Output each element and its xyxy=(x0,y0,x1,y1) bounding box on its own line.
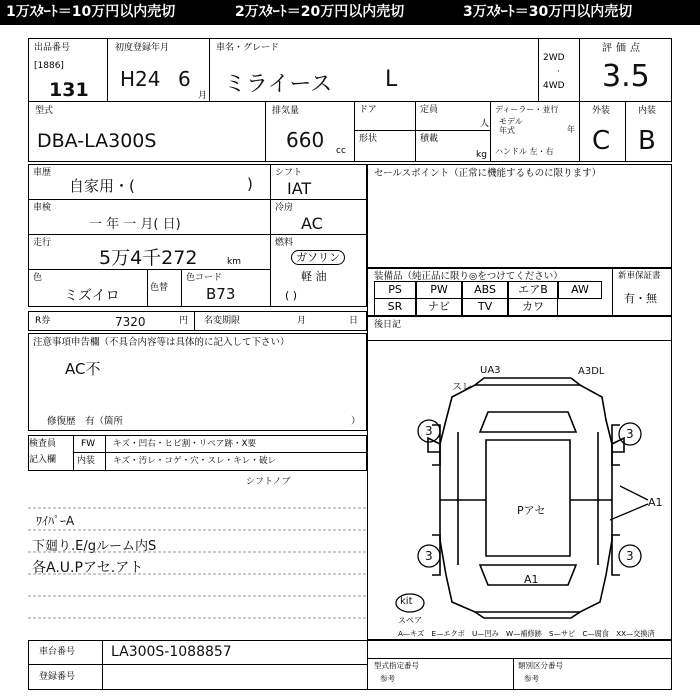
dealer-label: ディーラー・並行 xyxy=(495,105,559,114)
history-value: 自家用・( xyxy=(69,177,135,195)
equipment-item: AW xyxy=(558,281,602,299)
equipment-item: TV xyxy=(462,298,508,316)
score-value: 3.5 xyxy=(602,59,650,94)
front-bumper xyxy=(475,378,580,385)
fuel-label: 燃料 xyxy=(275,238,294,248)
color-label: 色 xyxy=(33,273,43,283)
meigi-label: 名変期限 xyxy=(204,316,241,326)
comment-2: 下廻り.E/gルーム内S xyxy=(32,539,157,554)
mark-a3dl: A3DL xyxy=(578,366,605,377)
door-label: ドア xyxy=(359,105,377,115)
mark-ua3: UA3 xyxy=(480,365,501,376)
fuel-diesel: 軽 油 xyxy=(301,270,327,283)
exterior-label: 外装 xyxy=(592,106,611,116)
mark-a1-rear: A1 xyxy=(524,573,539,586)
mark-sure: スレ xyxy=(452,382,472,393)
drive-4wd: 4WD xyxy=(543,81,565,91)
load-unit: kg xyxy=(476,150,487,160)
load-label: 積載 xyxy=(420,134,439,144)
repair-label: 修復歴 有（箇所 xyxy=(47,416,124,427)
right-mirror xyxy=(612,438,624,452)
banner-text-3: 3万ｽﾀｰﾄ＝30万円以内売切 xyxy=(463,4,633,20)
mark-ppc: Pアセ xyxy=(517,504,546,517)
entry-label: 記入欄 xyxy=(29,455,57,465)
equipment-item: SR xyxy=(374,298,416,316)
left-rear-wheel xyxy=(432,535,440,575)
fuel-value: ガソリン xyxy=(291,250,345,265)
equipment-item: エアB xyxy=(508,281,558,299)
drive-cell: 2WD · 4WD xyxy=(538,38,580,102)
equipment-item: PS xyxy=(374,281,416,299)
mark-3-fl: 3 xyxy=(425,424,433,438)
lot-number: 131 xyxy=(49,79,89,101)
model-label: 型式 xyxy=(35,106,54,116)
exterior-defects: キズ・凹右・ヒビ割・リペア跡・X要 xyxy=(113,439,257,449)
interior-grade: B xyxy=(638,126,656,156)
car-name: ミライース xyxy=(224,72,333,97)
roof xyxy=(486,440,570,556)
fw-label: FW xyxy=(81,439,96,449)
model-value: DBA-LA300S xyxy=(37,130,157,152)
class-ref: 参考 xyxy=(524,674,539,683)
registration-label: 初度登録年月 xyxy=(115,43,170,53)
chassis-label: 車台番号 xyxy=(39,647,76,657)
history-close: ) xyxy=(247,175,253,193)
recolor-label: 色替 xyxy=(150,283,169,293)
chassis-number: LA300S-1088857 xyxy=(111,644,232,660)
equipment-item: PW xyxy=(416,281,462,299)
comment-3: 各A.U.Pアセ.アト xyxy=(32,560,144,576)
interior-label-row: 内装 xyxy=(77,456,96,466)
registration-month: 6 xyxy=(178,67,191,91)
ac-value: AC xyxy=(301,214,323,233)
spare-label: スペア xyxy=(398,616,422,625)
mark-a1-right: A1 xyxy=(648,496,663,509)
equipment-item: カワ xyxy=(508,298,558,316)
legend: A—キズ E—エクボ U—凹み W—補修跡 S—サビ C—腐食 XX—交換済 xyxy=(398,629,655,638)
notes-label: 注意事項申告欄（不具合内容等は具体的に記入して下さい） xyxy=(33,337,290,348)
ac-label: 冷房 xyxy=(275,203,294,213)
displacement-value: 660 xyxy=(286,128,325,152)
capacity-unit: 人 xyxy=(480,119,490,129)
mark-3-rl: 3 xyxy=(425,549,433,563)
history-label: 車歴 xyxy=(33,168,52,178)
form-label: 型式指定番号 xyxy=(374,661,419,670)
meigi-month: 月 xyxy=(297,316,307,326)
windshield xyxy=(480,412,576,432)
car-name-label: 車名・グレード xyxy=(216,43,280,53)
r-value: 7320 xyxy=(115,315,146,329)
mileage-label: 走行 xyxy=(33,238,52,248)
inspection-label: 車検 xyxy=(33,203,52,213)
lot-label: 出品番号 xyxy=(34,43,71,53)
mark-3-fr: 3 xyxy=(626,427,634,441)
mark-3-rr: 3 xyxy=(626,549,634,563)
displacement-label: 排気量 xyxy=(272,106,300,116)
meigi-day: 日 xyxy=(349,316,359,326)
displacement-unit: cc xyxy=(336,146,346,156)
colorcode-label: 色コード xyxy=(186,273,223,283)
after-label: 後日記 xyxy=(374,320,402,330)
inspector-label: 検査員 xyxy=(29,439,57,449)
shift-label: シフト xyxy=(275,168,303,178)
mileage-unit: km xyxy=(227,257,241,267)
score-label: 評価点 xyxy=(602,43,644,54)
repair-close: ） xyxy=(351,416,361,427)
interior-defects: キズ・汚レ・コゲ・穴・スレ・キレ・破レ xyxy=(113,456,277,466)
car-grade: L xyxy=(385,67,398,92)
banner-text-2: 2万ｽﾀｰﾄ＝20万円以内売切 xyxy=(235,4,405,20)
mileage-value: 5万4千272 xyxy=(99,247,198,269)
equipment-item: ナビ xyxy=(416,298,462,316)
fuel-other: ( ) xyxy=(285,289,298,302)
rear-bumper xyxy=(475,612,580,618)
r-label: R券 xyxy=(35,316,51,326)
lot-sub: [1886] xyxy=(34,61,64,71)
left-front-wheel xyxy=(432,425,440,465)
colorcode-value: B73 xyxy=(206,285,236,303)
warranty-value: 有・無 xyxy=(624,292,657,305)
color-value: ミズイロ xyxy=(64,288,120,304)
year-unit: 年 xyxy=(567,125,575,134)
drive-2wd: 2WD xyxy=(543,53,565,63)
shift-knob-note: シフトノブ xyxy=(246,477,291,487)
equipment-label: 装備品（純正品に限り◎をつけてください） xyxy=(374,271,563,282)
banner-text-1: 1万ｽﾀｰﾄ＝10万円以内売切 xyxy=(6,4,176,20)
notes-text: AC不 xyxy=(65,360,101,378)
shape-label: 形状 xyxy=(359,134,378,144)
handle-label: ハンドル 左・右 xyxy=(495,147,554,156)
kit-mark: kit xyxy=(400,596,413,607)
shift-value: IAT xyxy=(287,179,312,198)
plate-label: 登録番号 xyxy=(39,672,76,682)
modelyear-label: モデル 年式 xyxy=(499,117,523,135)
r-yen: 円 xyxy=(179,316,189,326)
warranty-label: 新車保証書 xyxy=(618,271,661,281)
month-unit: 月 xyxy=(198,91,208,101)
comment-1: ﾜｲﾊﾟｰA xyxy=(36,514,75,528)
form-ref: 参考 xyxy=(380,674,395,683)
class-label: 類別区分番号 xyxy=(518,661,563,670)
inspection-value: 一 年 一 月( 日) xyxy=(89,217,181,232)
sales-point-label: セールスポイント（正常に機能するものに限ります） xyxy=(374,168,602,179)
equipment-item: ABS xyxy=(462,281,508,299)
interior-label: 内装 xyxy=(638,106,657,116)
capacity-label: 定員 xyxy=(420,105,439,115)
registration-era: H24 xyxy=(120,67,161,91)
exterior-grade: C xyxy=(592,126,611,156)
